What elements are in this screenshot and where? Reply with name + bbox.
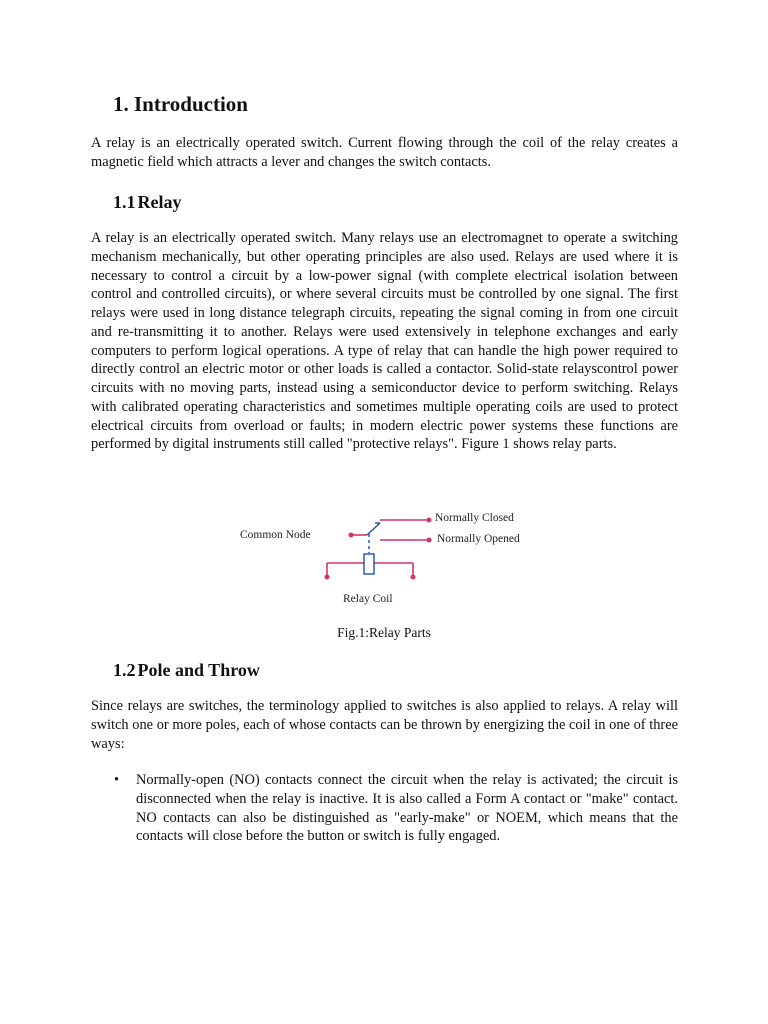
label-common-node: Common Node [240,529,311,541]
bullet-marker: • [114,772,120,788]
heading-title: Pole and Throw [137,660,260,680]
contact-types-list [91,771,678,846]
paragraph-pole-and-throw: Since relays are switches, the terminology applied to switches is also applied to relays. A relay will switch one or more poles, each of whose contacts can be thrown by energizing the coil in one of three ways: [91,698,678,752]
label-normally-closed: Normally Closed [435,512,514,524]
heading-number: 1.2 [113,660,136,680]
relay-coil [364,554,374,574]
paragraph-relay: A relay is an electrically operated switch. Many relays use an electromagnet to operate a switching mechanism mechanically, but other operating principles are also used. Relays are used where it is necessary to control a circuit by a low-power signal (with complete electrical isolation between control and controlled circuits), or where several circuits must be controlled by one signal. The first relays were used in long distance telegraph circuits, repeating the signal coming in from one circuit and re-transmitting it to another. Relays were used extensively in telephone exchanges and early computers to perform logical operations. A type of relay that can handle the high power required to directly control an electric motor or other loads is called a contactor. Solid-state relayscontrol power circuits with no moving parts, instead using a semiconductor device to perform switching. Relays with calibrated operating characteristics and sometimes multiple operating coils are used to protect electrical circuits from overload or faults; in modern electric power systems these functions are performed by digital instruments still called "protective relays". Figure 1 shows relay parts. [91,230,678,453]
heading-number: 1. [113,92,129,116]
heading-introduction [113,92,248,117]
label-relay-coil: Relay Coil [343,593,393,605]
bullet-text: Normally-open (NO) contacts connect the circuit when the relay is activated; the circuit is disconnected when the relay is inactive. It is also called a Form A contact or "make" contact. NO contacts can also be distinguished as "early-make" or NOEM, which means that the contacts will close before the button or switch is fully engaged. [136,772,678,845]
paragraph-introduction: A relay is an electrically operated switch. Current flowing through the coil of the relay creates a magnetic field which attracts a lever and changes the switch contacts. [91,135,678,170]
heading-pole-and-throw [113,660,260,681]
normally-closed-terminal [427,518,432,523]
heading-title: Relay [137,192,182,212]
normally-opened-terminal [427,538,432,543]
coil-right-terminal [411,575,416,580]
list-item [91,771,678,846]
coil-left-terminal [325,575,330,580]
heading-number: 1.1 [113,192,136,212]
relay-parts-figure [230,503,550,615]
switch-blade [367,523,380,535]
label-normally-opened: Normally Opened [437,533,520,545]
relay-diagram [230,503,550,615]
heading-relay [113,192,182,213]
heading-title: Introduction [134,92,248,116]
figure-caption: Fig.1:Relay Parts [337,625,431,640]
